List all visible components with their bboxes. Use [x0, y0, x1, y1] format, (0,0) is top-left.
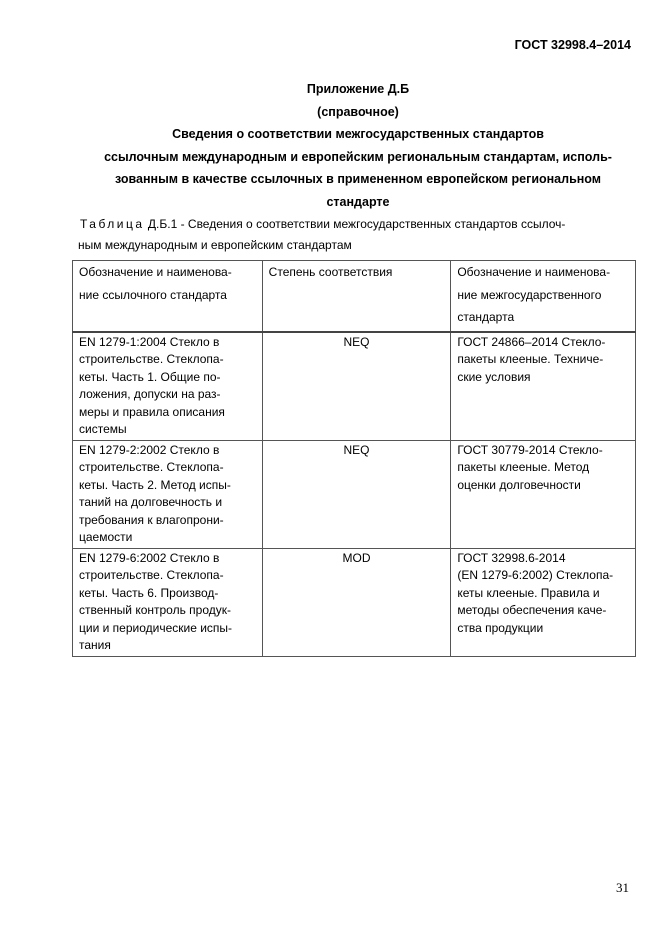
header-text: Обозначение и наименова-	[79, 265, 232, 279]
header-text: стандарта	[457, 310, 515, 324]
gost-standard-cell	[451, 440, 636, 548]
header-cell-reference	[73, 261, 263, 332]
degree-cell: MOD	[262, 548, 451, 656]
cell-line: методы обеспечения каче-	[457, 603, 607, 617]
table-caption-text: ным международным и европейским стандартам	[78, 238, 352, 252]
gost-standard-cell	[451, 548, 636, 656]
document-header: ГОСТ 32998.4–2014	[514, 38, 631, 52]
reference-standard-cell	[73, 440, 263, 548]
cell-line: оценки долговечности	[457, 477, 581, 492]
header-text: ние межгосударственного	[457, 287, 602, 302]
cell-line: тания	[79, 638, 111, 652]
table-row	[73, 548, 636, 656]
annex-titles	[60, 78, 656, 213]
cell-line: кеты. Часть 1. Общие по-	[79, 369, 221, 384]
table-row	[73, 332, 636, 441]
cell-line: требования к влагопрони-	[79, 512, 224, 527]
table-row	[73, 440, 636, 548]
cell-line: ГОСТ 32998.6-2014	[457, 550, 566, 565]
table-caption-label: Таблица	[80, 217, 145, 231]
reference-standard-cell	[73, 548, 263, 656]
cell-line: меры и правила описания	[79, 404, 225, 419]
cell-line: таний на долговечность и	[79, 495, 223, 509]
cell-line: строительстве. Стеклопа-	[79, 568, 224, 582]
cell-line: кеты. Часть 2. Метод испы-	[79, 477, 231, 492]
cell-text: ГОСТ 24866–2014 Стекло-	[457, 334, 606, 349]
annex-heading-line: Сведения о соответствии межгосударственных стандартов	[172, 127, 544, 141]
cell-line: строительстве. Стеклопа-	[79, 460, 224, 474]
cell-line: ции и периодические испы-	[79, 620, 233, 635]
cell-line: кеты клееные. Правила и	[457, 585, 600, 600]
header-text: Обозначение и наименова-	[457, 265, 611, 279]
cell-line: ственный контроль продук-	[79, 603, 232, 617]
cell-line	[457, 334, 629, 352]
cell-line: кеты. Часть 6. Производ-	[79, 585, 219, 600]
cell-line: EN 1279-6:2002 Стекло в	[79, 550, 220, 565]
header-cell-degree	[262, 261, 451, 332]
table-header-row	[73, 261, 636, 332]
cell-line: ложения, допуски на раз-	[79, 387, 221, 401]
table-caption	[80, 214, 640, 256]
cell-line: системы	[79, 422, 127, 436]
cell-line: ские условия	[457, 369, 531, 384]
annex-title: Приложение Д.Б	[306, 82, 410, 96]
annex-heading-line: стандарте	[326, 194, 390, 209]
annex-status: (справочное)	[317, 104, 399, 119]
reference-standard-cell	[73, 332, 263, 441]
cell-line: цаемости	[79, 530, 133, 544]
header-text: ние ссылочного стандарта	[79, 287, 227, 302]
cell-line: пакеты клееные. Метод	[457, 460, 590, 474]
cell-line: ства продукции	[457, 620, 544, 635]
correspondence-table	[72, 260, 636, 657]
gost-standard-cell	[451, 332, 636, 441]
degree-cell: NEQ	[262, 440, 451, 548]
degree-cell: NEQ	[262, 332, 451, 441]
annex-heading-line: зованным в качестве ссылочных в примененном европейском региональном	[114, 172, 602, 186]
cell-line: (EN 1279-6:2002) Стеклопа-	[457, 568, 614, 582]
annex-heading-line: ссылочным международным и европейским региональным стандартам, исполь-	[104, 149, 612, 164]
header-cell-gost	[451, 261, 636, 332]
cell-line: строительстве. Стеклопа-	[79, 352, 224, 366]
cell-line: пакеты клееные. Техниче-	[457, 352, 604, 366]
cell-line: EN 1279-1:2004 Стекло в	[79, 334, 220, 349]
page-number: 31	[616, 880, 629, 895]
table-caption-text: Д.Б.1 - Сведения о соответствии межгосударственных стандартов ссылоч-	[144, 217, 566, 231]
cell-line: ГОСТ 30779-2014 Стекло-	[457, 442, 603, 457]
header-text: Степень соответствия	[268, 265, 393, 279]
cell-line: EN 1279-2:2002 Стекло в	[79, 442, 220, 457]
